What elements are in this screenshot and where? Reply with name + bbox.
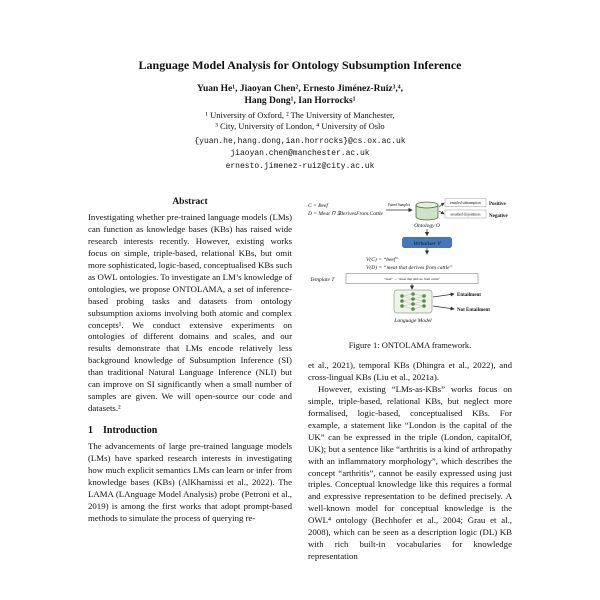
entailed-subsumption-label: entailed subsumption	[450, 200, 481, 205]
ontolama-framework-diagram	[308, 197, 512, 325]
verbalised-d: V(D) = “meat that derives from cattle”	[366, 264, 453, 271]
verbalised-c: V(C) = “beef”	[366, 256, 399, 263]
affiliations-line-2: ³ City, University of London, ⁴ University of Oslo	[215, 120, 385, 131]
email-oxford: {yuan.he,hang.dong,ian.horrocks}@cs.ox.ac.uk	[194, 136, 406, 146]
negative-label: Negative	[489, 213, 508, 219]
introduction-heading: 1 Introduction	[88, 425, 158, 437]
arrow-to-disjoint	[439, 211, 444, 214]
assumed-disjointness-label: assumed disjointness	[450, 212, 481, 217]
ontology-label: Ontology O	[414, 222, 440, 229]
template-text: “beef” … “meat that derives from cattle”	[384, 276, 440, 281]
email-manchester: jiaoyan.chen@manchester.ac.uk	[230, 149, 370, 159]
entailment-label: Entailment	[457, 292, 481, 298]
affiliations-line-1: ¹ University of Oxford, ² The University of Manchester,	[205, 109, 395, 120]
figure-paired-samples-label: Paired Samples	[387, 202, 411, 207]
arrow-to-entailed	[439, 203, 444, 207]
figure-math-c: C = Beef	[308, 202, 328, 209]
language-model-icon	[394, 290, 432, 313]
email-block	[0, 136, 600, 173]
not-entailment-label: Not Entailment	[457, 307, 490, 313]
arrow-lm-to-entailment	[433, 294, 454, 297]
figure-caption: Figure 1: ONTOLAMA framework.	[348, 339, 472, 350]
positive-label: Positive	[489, 201, 506, 207]
left-column	[88, 197, 292, 563]
figure-math-d: D = Meat ⊓ ∃derivesFrom.Cattle	[308, 210, 383, 217]
affiliation-block	[0, 110, 600, 132]
authors-line-1: Yuan He¹, Jiaoyan Chen², Ernesto Jiménez-Ruiz³,⁴,	[196, 84, 404, 94]
two-column-body	[88, 197, 512, 563]
right-paragraph-2: However, existing “LMs-as-KBs” works focus on simple, triple-based, relational KBs, but neglect more formalised, logic-based, conceptualised KBs. For example, a statement like “London is the capital of the UK” can be expressed in the triple (London, capitalOf, UK); but a sentence like “arthritis is a kind of arthropathy with an inflammatory morphology”, which describes the concept “arthritis”, cannot be easily expressed using just triples. Conceptual knowledge like this requires a formal and expressive representation to be defined precisely. A well-known model for conceptual knowledge is the OWL⁴ ontology (Bechhofer et al., 2004; Grau et al., 2008), which can be seen as a description logic (DL) KB with rich built-in vocabularies for knowledge representation	[308, 383, 512, 562]
abstract-heading: Abstract	[172, 196, 208, 207]
email-city: ernesto.jimenez-ruiz@city.ac.uk	[225, 161, 375, 171]
ontology-database-icon	[416, 202, 438, 220]
authors-line-2: Hang Dong¹, Ian Horrocks¹	[244, 96, 356, 107]
template-label: Template T	[310, 276, 335, 283]
paper-title: Language Model Analysis for Ontology Subsumption Inference	[138, 58, 462, 72]
right-column	[308, 197, 512, 563]
figure-1	[308, 197, 512, 330]
right-paragraph-1: et al., 2021), temporal KBs (Dhingra et al., 2022), and cross-lingual KBs (Liu et al., 2021a).	[308, 359, 512, 382]
abstract-text: Investigating whether pre-trained language models (LMs) can function as knowledge bases (KBs) has raised wide research interests recently. However, existing works focus on simple, triple-based, relational KBs, but omit more sophisticated, logic-based, conceptualised KBs such as OWL ontologies. To investigate an LM’s knowledge of ontologies, we propose ONTOLAMA, a set of inference-based probing tasks and datasets from ontology subsumption axioms involving both atomic and complex concepts¹. We conduct extensive experiments on ontologies of different domains and scales, and our results demonstrate that LMs encode relatively less background knowledge of Subsumption Inference (SI) than traditional Natural Language Inference (NLI) but can improve on SI significantly when a small number of samples are given. We will open-source our code and datasets.²	[88, 211, 292, 414]
arrow-lm-to-not-entailment	[433, 306, 454, 309]
author-block	[0, 83, 600, 108]
language-model-label: Language Model	[394, 317, 432, 324]
introduction-paragraph: The advancements of large pre-trained language models (LMs) have sparked research interests in investigating how much explicit semantics LMs can learn or infer from knowledge bases (KBs) (AlKhamissi et al., 2022). The LAMA (LAnguage Model Analysis) probe (Petroni et al., 2019) is among the first works that adopt prompt-based methods to simulate the process of querying re-	[88, 441, 292, 523]
verbaliser-label: Verbaliser V	[413, 240, 441, 247]
